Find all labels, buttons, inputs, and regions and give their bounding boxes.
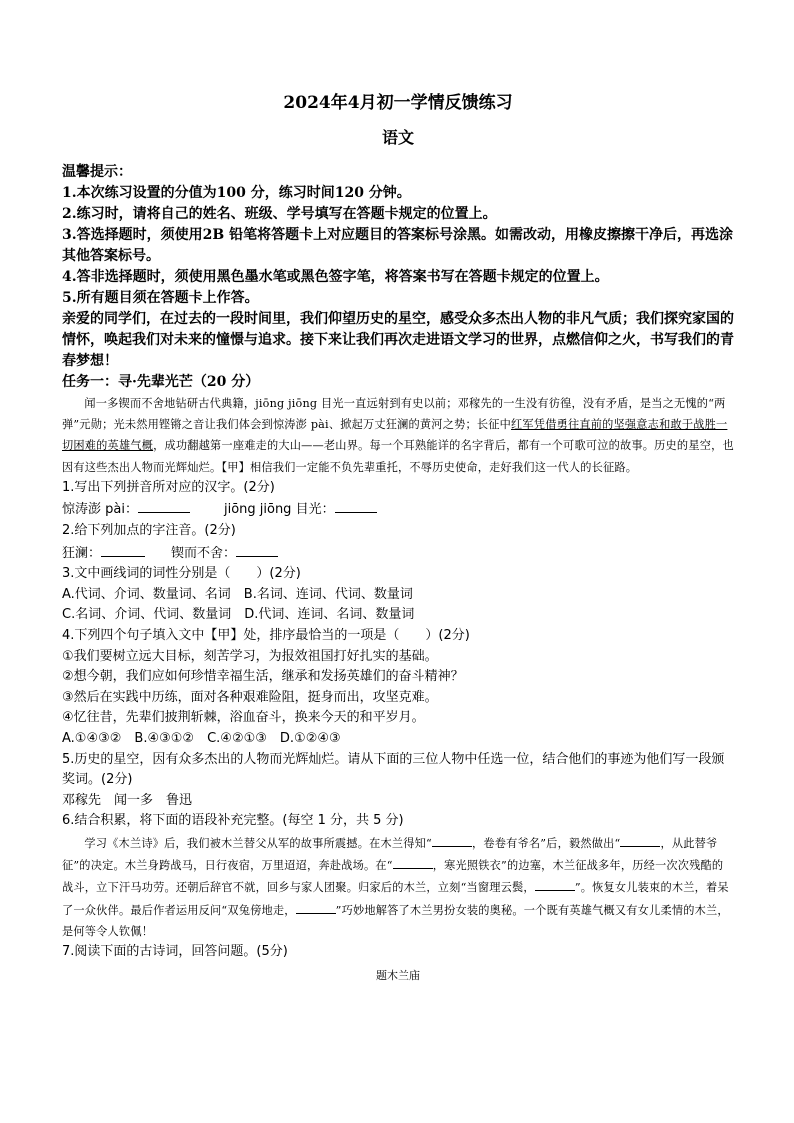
q3-option-row[interactable]: A.代词、介词、数量词、名词 B.名词、连词、代词、数量词: [62, 586, 413, 602]
answer-blank[interactable]: [296, 899, 336, 914]
question-3: [62, 564, 734, 626]
exam-title: 2024年4月初一学情反馈练习: [283, 93, 513, 113]
tip-item: 5.所有题目须在答题卡上作答。: [62, 290, 259, 306]
tips-label: 温馨提示：: [62, 164, 132, 180]
q3-option-row[interactable]: C.名词、介词、代词、数量词 D.代词、连词、名词、数量词: [62, 607, 415, 623]
q4-sentence: ②想今朝，我们应如何珍惜幸福生活，继承和发扬英雄们的奋斗精神？: [62, 669, 464, 685]
question-6: [62, 811, 734, 832]
tips-section: [62, 162, 734, 372]
q5-stem: 5.历史的星空，因有众多杰出的人物而光辉灿烂。请从下面的三位人物中任选一位，结合他们的事迹为他们写一段颁奖词。(2分): [62, 751, 725, 788]
exam-page: [62, 92, 734, 987]
q6-passage: 学习《木兰诗》后，我们被木兰替父从军的故事所震撼。在木兰得知“ ，卷卷有爷名”后，毅然做出“ ，从此替爷征”的决定。木兰身跨战马，日行夜宿，万里迢迢，奔赴战场。在“ ，寒光照铁衣”的边塞，木兰征战多年，历经一次次残酷的战斗，立下汗马功劳。还朝后辞官不就，回乡与家人团聚。归家后的木兰，立刻“当窗理云鬓， ”。恢复女儿装束的木兰，着呆了一众伙伴。最后作者运用反问“双兔傍地走， ”巧妙地解答了木兰男扮女装的奥秘。一个既有英雄气概又有女儿柔情的木兰，是何等令人钦佩！: [62, 832, 734, 942]
q4-sentence: ④忆往昔，先辈们披荆斩棘，浴血奋斗，换来今天的和平岁月。: [62, 710, 425, 726]
q3-stem: 3.文中画线词的词性分别是（ ）(2分): [62, 566, 301, 582]
q4-sentence: ①我们要树立远大目标，刻苦学习，为报效祖国打好扎实的基础。: [62, 648, 438, 664]
task1-heading: 任务一：寻·先辈光芒（20 分）: [62, 374, 260, 390]
answer-blank[interactable]: [101, 542, 145, 557]
answer-blank[interactable]: [620, 832, 660, 847]
q7-stem: 7.阅读下面的古诗词，回答问题。(5分): [62, 943, 288, 959]
question-7: [62, 942, 734, 963]
task1-passage: 闻一多锲而不舍地钻研古代典籍，jiōng jiōng 目光一直远射到有史以前；邓稼先的一生没有彷徨，没有矛盾，是当之无愧的“两弹”元勋；光未然用铿锵之音让我们体会到惊涛澎 pài、掀起万丈狂澜的黄河之势；长征中红军凭借勇往直前的坚强意志和敢于战胜一切困难的英雄气概，成功翻越第一座难走的大山——老山界。每一个耳熟能详的名字背后，都有一个可歌可泣的故事。历史的星空，也因有这些杰出人物而光辉灿烂。【甲】相信我们一定能不负先辈重托，不辱历史使命，走好我们这一代人的长征路。: [62, 397, 734, 474]
answer-blank[interactable]: [432, 832, 472, 847]
q4-sentence: ③然后在实践中历练，面对各种艰难险阻，挺身而出，攻坚克难。: [62, 689, 438, 705]
q6-stem: 6.结合积累，将下面的语段补充完整。(每空 1 分，共 5 分): [62, 813, 404, 829]
question-5: [62, 750, 734, 812]
q4-options[interactable]: A.①④③② B.④③①② C.④②①③ D.①②④③: [62, 730, 341, 746]
q1-blanks: 惊涛澎 pài： jiōng jiōng 目光：: [62, 498, 734, 521]
subject-title: 语文: [381, 128, 414, 147]
poem-title: 题木兰庙: [376, 968, 420, 982]
q5-names: 邓稼先 闻一多 鲁迅: [62, 792, 193, 808]
answer-blank[interactable]: [138, 498, 190, 513]
q2-stem: 2.给下列加点的字注音。(2分): [62, 523, 236, 538]
question-4: [62, 626, 734, 750]
answer-blank[interactable]: [535, 876, 575, 891]
tip-item: 2.练习时，请将自己的姓名、班级、学号填写在答题卡规定的位置上。: [62, 206, 497, 222]
question-2: [62, 521, 734, 564]
answer-blank[interactable]: [393, 854, 433, 869]
tip-item: 1.本次练习设置的分值为100 分，练习时间120 分钟。: [62, 185, 411, 201]
answer-blank[interactable]: [335, 498, 377, 513]
intro-paragraph: 亲爱的同学们，在过去的一段时间里，我们仰望历史的星空，感受众多杰出人物的非凡气质；我们探究家国的情怀，唤起我们对未来的憧憬与追求。接下来让我们再次走进语文学习的世界，点燃信仰之火，书写我们的青春梦想！: [62, 311, 734, 369]
question-1: [62, 478, 734, 521]
tip-item: 3.答选择题时，须使用2B 铅笔将答题卡上对应题目的答案标号涂黑。如需改动，用橡皮擦擦干净后，再选涂其他答案标号。: [62, 227, 734, 264]
q2-blanks: 狂澜： 锲而不舍：: [62, 542, 734, 565]
q4-stem: 4.下列四个句子填入文中【甲】处，排序最恰当的一项是（ ）(2分): [62, 627, 470, 643]
q1-stem: 1.写出下列拼音所对应的汉字。(2分): [62, 479, 275, 495]
tip-item: 4.答非选择题时，须使用黑色墨水笔或黑色签字笔，将答案书写在答题卡规定的位置上。: [62, 269, 609, 285]
underlined-phrase: 红军凭借勇往直前的坚强意志和敢于战胜一切困难的英雄气概: [62, 418, 728, 453]
answer-blank[interactable]: [236, 542, 278, 557]
